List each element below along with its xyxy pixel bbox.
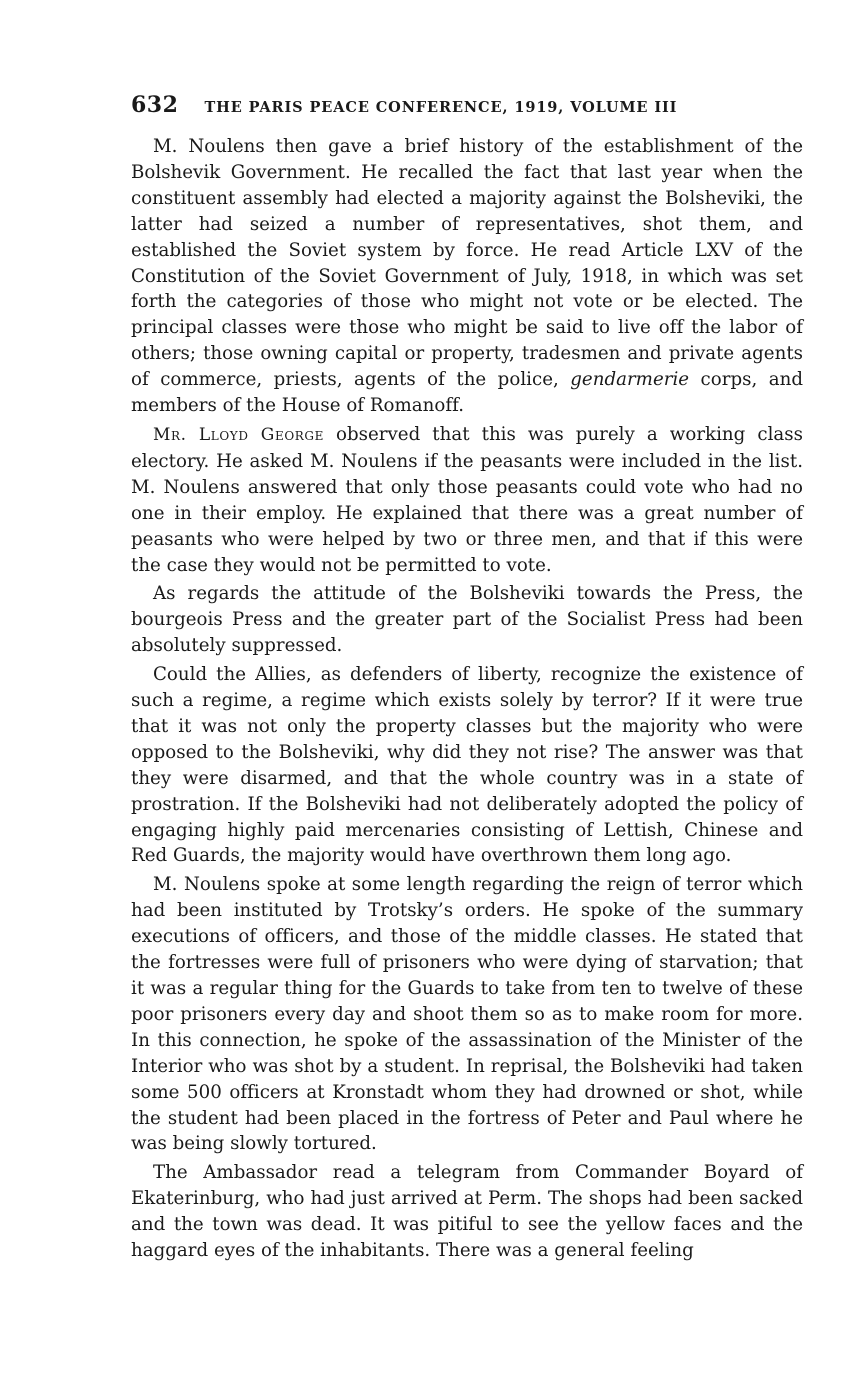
paragraph-lloyd-george — [131, 422, 803, 578]
paragraph-press: As regards the attitude of the Bolsheviki towards the Press, the bourgeois Press and the greater part of the Socialist Press had been absolutely suppressed. — [131, 583, 803, 657]
paragraph-noulens-history — [131, 134, 803, 419]
italic-term: gendarmerie — [570, 369, 690, 391]
page-number: 632 — [131, 92, 179, 118]
running-title: THE PARIS PEACE CONFERENCE, 1919, VOLUME III — [204, 99, 678, 116]
running-head — [131, 92, 803, 124]
paragraph-text: corps, and members of the House of Romanoff. — [131, 369, 803, 417]
speaker-name: Mr. Lloyd George — [153, 424, 324, 445]
paragraph-telegram: The Ambassador read a telegram from Commander Boyard of Ekaterinburg, who had just arrived at Perm. The shops had been sacked and the town was dead. It was pitiful to see the yellow faces and the haggard eyes of the inhabitants. There was a general feeling — [131, 1162, 803, 1262]
paragraph-text: observed that this was purely a working class electory. He asked M. Noulens if the peasants were included in the list. M. Noulens answered that only those peasants could vote who had no one in their employ. He explained that there was a great number of peasants who were helped by two or three men, and that if this were the case they would not be permitted to vote. — [131, 423, 803, 576]
paragraph-text: M. Noulens then gave a brief history of the establishment of the Bolshevik Government. He recalled the fact that last year when the constituent assembly had elected a majority against the Bolsheviki, the latter had seized a number of representatives, shot them, and established the Soviet system by force. He read Article LXV of the Constitution of the Soviet Government of July, 1918, in which was set forth the categories of those who might not vote or be elected. The principal classes were those who might be said to live off the labor of others; those owning capital or property, tradesmen and private agents of commerce, priests, agents of the police, — [131, 136, 803, 391]
paragraph-allies: Could the Allies, as defenders of liberty, recognize the existence of such a regime, a regime which exists solely by terror? If it were true that it was not only the property classes but the majority who were opposed to the Bolsheviki, why did they not rise? The answer was that they were disarmed, and that the whole country was in a state of prostration. If the Bolsheviki had not deliberately adopted the policy of engaging highly paid mercenaries consisting of Lettish, Chinese and Red Guards, the majority would have overthrown them long ago. — [131, 664, 803, 867]
document-page — [131, 92, 803, 1267]
paragraph-terror: M. Noulens spoke at some length regarding the reign of terror which had been instituted by Trotsky’s orders. He spoke of the summary executions of officers, and those of the middle classes. He stated that the fortresses were full of prisoners who were dying of starvation; that it was a regular thing for the Guards to take from ten to twelve of these poor prisoners every day and shoot them so as to make room for more. In this connection, he spoke of the assassination of the Minister of the Interior who was shot by a student. In reprisal, the Bolsheviki had taken some 500 officers at Kronstadt whom they had drowned or shot, while the student had been placed in the fortress of Peter and Paul where he was being slowly tortured. — [131, 874, 803, 1155]
